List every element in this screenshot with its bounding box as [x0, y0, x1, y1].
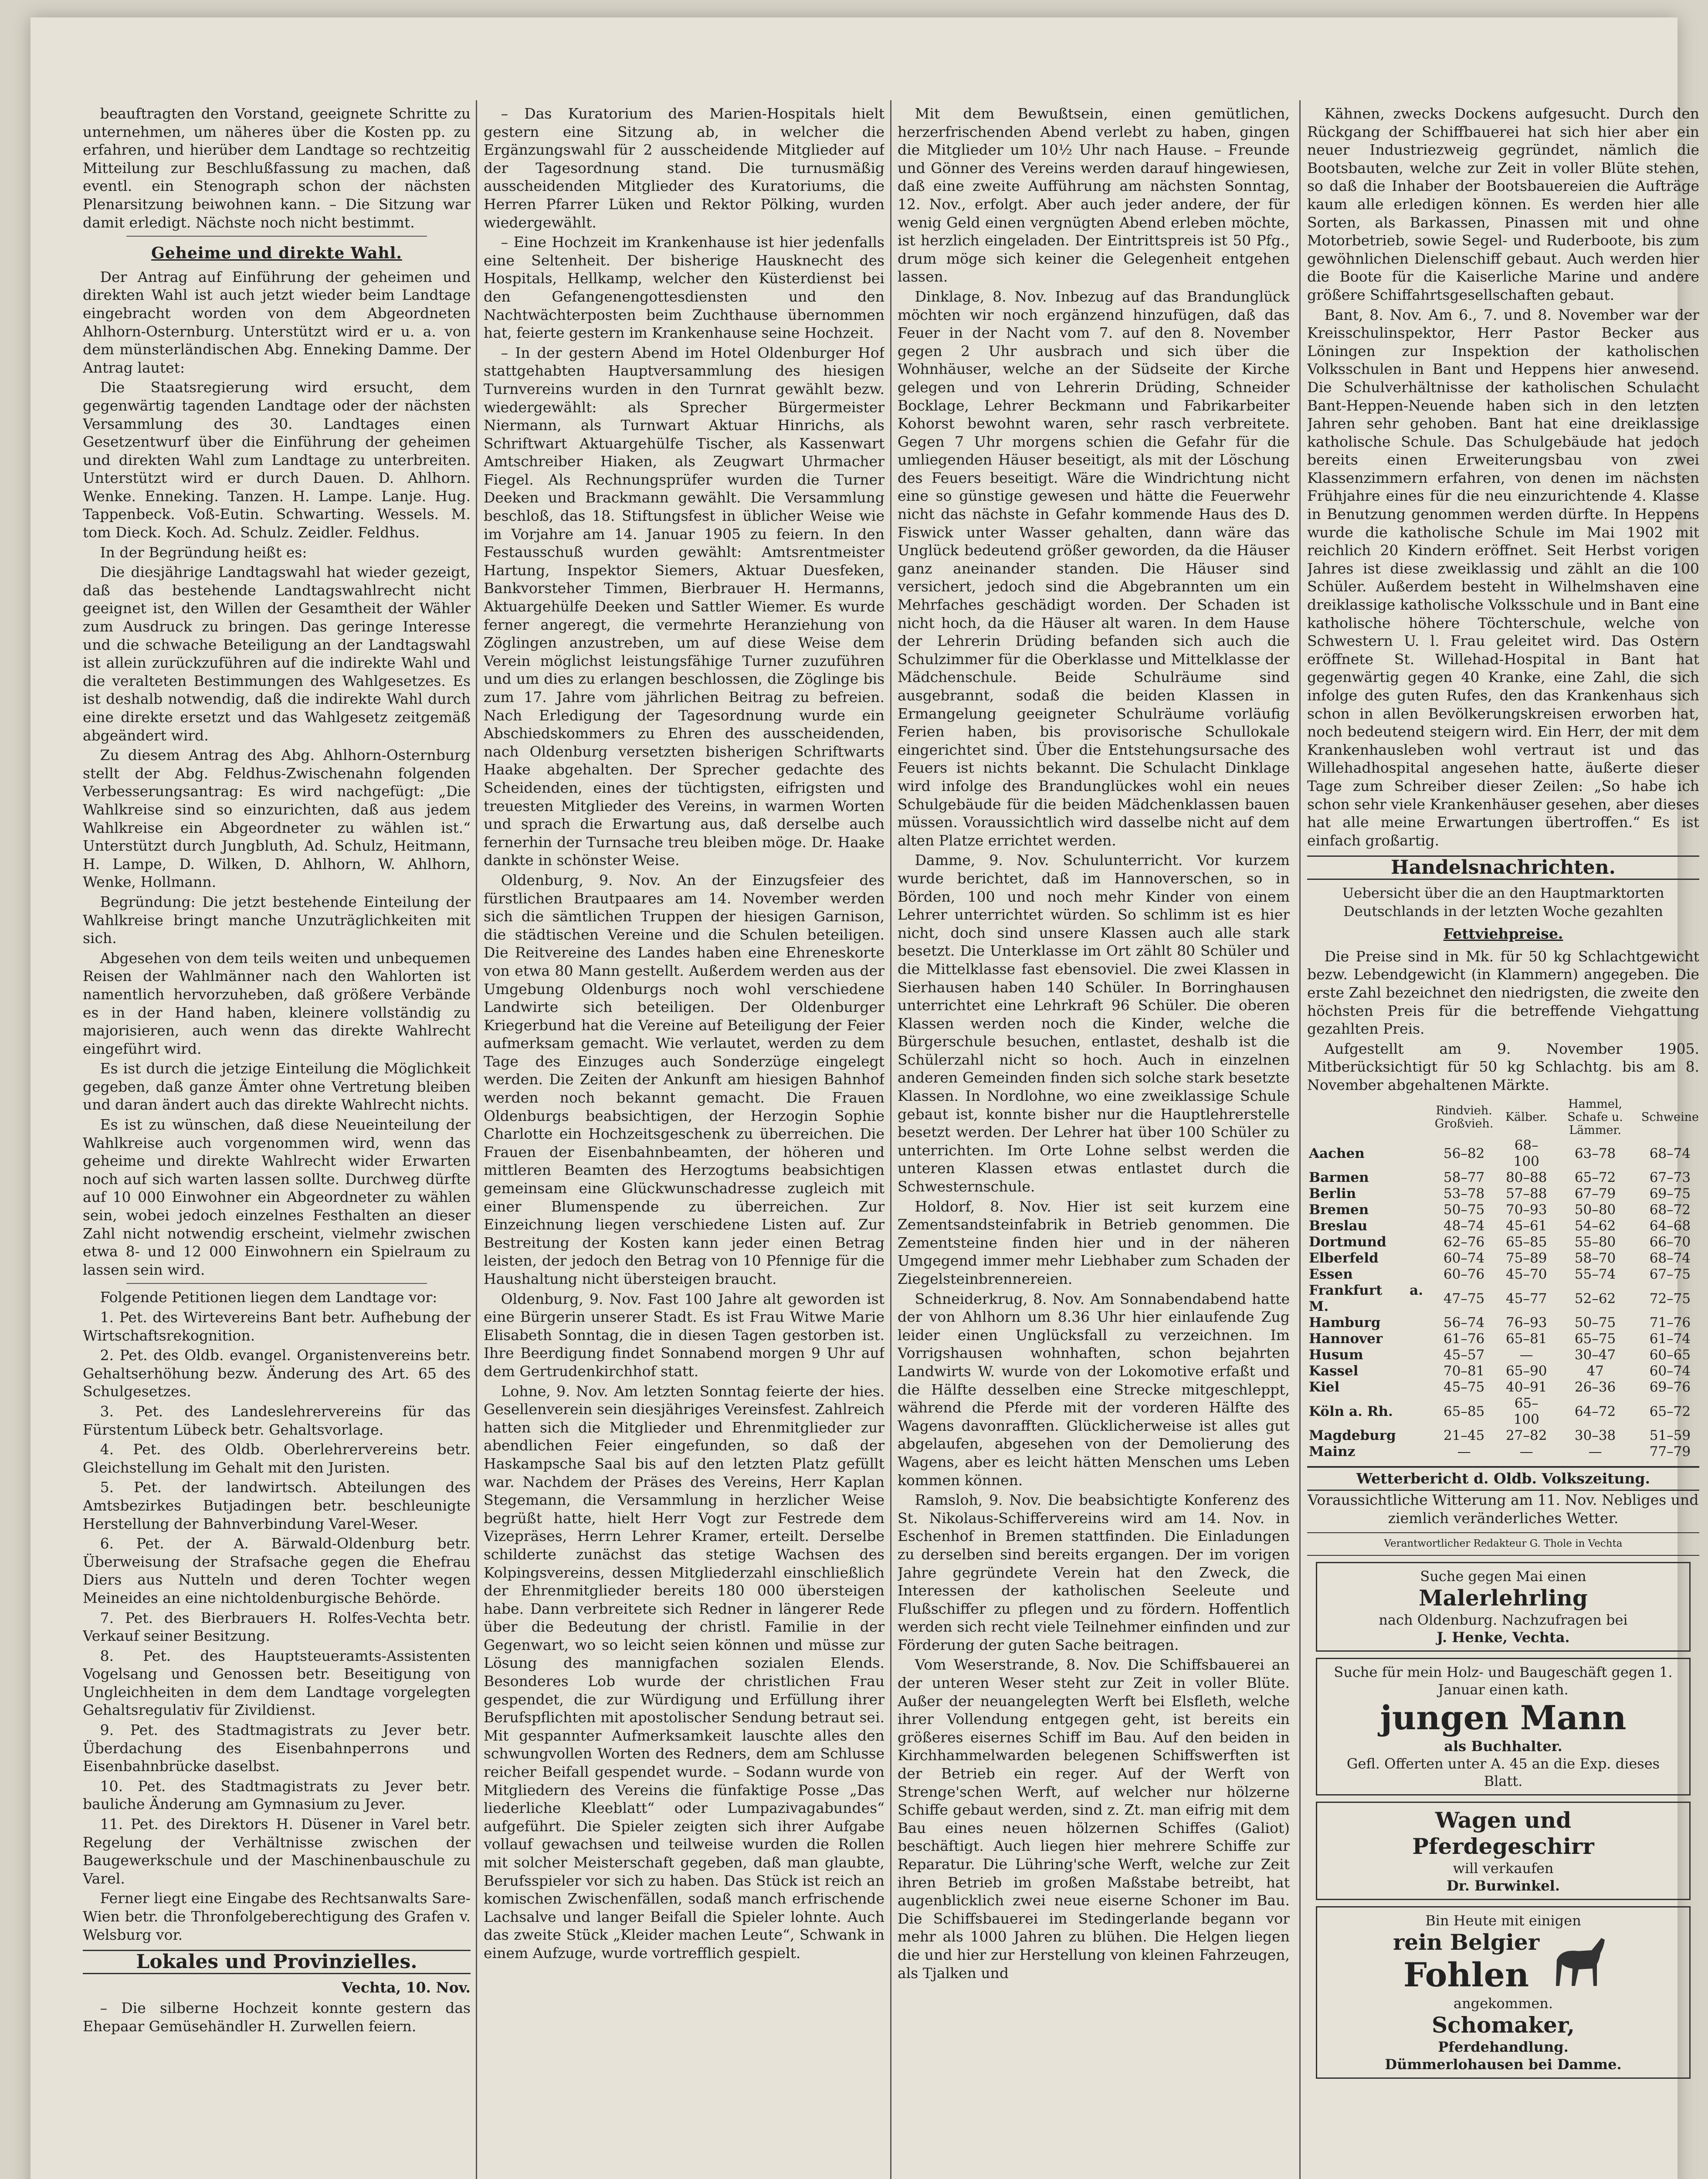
- price-cell: 60–74: [1443, 1250, 1485, 1266]
- price-cell: 45–77: [1506, 1290, 1547, 1307]
- table-row: [1307, 1395, 1699, 1428]
- price-cell: 50–75: [1443, 1202, 1485, 1218]
- ad-text: nach Oldenburg. Nachzufragen bei: [1379, 1611, 1628, 1628]
- ad-subtitle: als Buchhalter.: [1444, 1738, 1562, 1755]
- price-cell: 50–75: [1574, 1315, 1616, 1331]
- ad-text: Dümmerlohausen bei Damme.: [1385, 2056, 1622, 2073]
- table-row: [1307, 1315, 1699, 1331]
- table-body: [1307, 1137, 1699, 1460]
- column-2: [484, 105, 884, 2179]
- ad-text: Suche gegen Mai einen: [1420, 1568, 1586, 1585]
- paragraph: 8. Pet. des Hauptsteueramts-Assistenten Vogelsang und Genossen betr. Beseitigung von Ungleichheiten in dem dem Landtage vorgelegten Gehaltsregulativ für Zivildienst.: [83, 1647, 471, 1719]
- paragraph: Begründung: Die jetzt bestehende Einteilung der Wahlkreise bringt manche Unzuträglichkeiten mit sich.: [83, 893, 471, 947]
- price-cell: 63–78: [1574, 1145, 1616, 1161]
- paragraph: Kähnen, zwecks Dockens aufgesucht. Durch den Rückgang der Schiffbauerei hat sich hier aber ein neuer Industriezweig gegründet, nämlich die Bootsbauten, welche zur Zeit in voller Blüte stehen, so daß die Inhaber der Bootsbauereien die Aufträge kaum alle erledigen können. Es werden hier alle Sorten, als Barkassen, Pinassen mit und ohne Motorbetrieb, sowie Segel- und Ruderboote, bis zum gewöhnlichen Dielenschiff gebaut. Auch werden hier die Boote für die Kaiserliche Marine und andere größere Schiffahrtsgesellschaften gebaut.: [1307, 105, 1699, 303]
- price-cell: 61–74: [1649, 1331, 1691, 1347]
- section-heading: Handelsnachrichten.: [1307, 855, 1699, 880]
- price-cell: 65–72: [1649, 1403, 1691, 1419]
- dateline: Vechta, 10. Nov.: [342, 1979, 471, 1996]
- paragraph: Dinklage, 8. Nov. Inbezug auf das Brandunglück möchten wir noch ergänzend hinzufügen, daß das Feuer in der Nacht vom 7. auf den 8. November gegen 2 Uhr ausbrach und sich über die Wohnhäuser, welche an der Südseite der Kirche gelegen und von Lehrerin Drüding, Schneider Bocklage, Lehrer Beckmann und Fabrikarbeiter Kohorst bewohnt waren, sehr rasch verbreitete. Gegen 7 Uhr morgens schien die Gefahr für die umliegenden Häuser beseitigt, als mit der Löschung des Feuers beseitigt. Wäre die Windrichtung nicht eine so günstige gewesen und hätte die Feuerwehr nicht das nächste in Gefahr kommende Haus des D. Fiswick unter Wasser gehalten, dann wäre das Unglück bedeutend größer geworden, da die Häuser ganz aneinander standen. Die Häuser sind versichert, jedoch sind die Abgebrannten um ein Mehrfaches geschädigt worden. Der Schaden ist nicht hoch, da die Häuser alt waren. In dem Hause der Lehrerin Drüding befanden sich auch die Schulzimmer für die Oberklasse und Mittelklasse der Mädchenschule. Beide Schulräume sind ausgebrannt, sodaß die beiden Klassen in Ermangelung geeigneter Schulräume vorläufig Ferien haben, bis provisorische Schullokale eingerichtet sind. Über die Entstehungsursache des Feuers ist nichts bekannt. Die Schulacht Dinklage wird infolge des Brandunglückes wohl ein neues Schulgebäude für die beiden Mädchenklassen bauen müssen. Voraussichtlich wird dasselbe nicht auf dem alten Platze errichtet werden.: [898, 288, 1290, 849]
- ad-wagen: [1316, 1802, 1691, 1900]
- table-row: [1307, 1283, 1699, 1315]
- paragraph: 2. Pet. des Oldb. evangel. Organistenvereins betr. Gehaltserhöhung bezw. Änderung des Art. 65 des Schulgesetzes.: [83, 1347, 471, 1400]
- price-cell: 65–90: [1506, 1363, 1547, 1379]
- table-row: [1307, 1347, 1699, 1363]
- price-cell: 45–75: [1443, 1379, 1485, 1395]
- paragraph: 10. Pet. des Stadtmagistrats zu Jever betr. bauliche Änderung am Gymnasium zu Jever.: [83, 1777, 471, 1813]
- weather-heading: Wetterbericht d. Oldb. Volkszeitung.: [1307, 1466, 1699, 1491]
- price-cell: 21–45: [1443, 1428, 1485, 1444]
- ad-title: Fohlen: [1403, 1955, 1529, 1994]
- paragraph: Die diesjährige Landtagswahl hat wieder gezeigt, daß das bestehende Landtagswahlrecht nicht geeignet ist, den Willen der Gesamtheit der Wähler zum Ausdruck zu bringen. Das geringe Interesse und die schwache Beteiligung an der Landtagswahl ist allein zurückzuführen auf die indirekte Wahl und die veralteten Bestimmungen des Wahlgesetzes. Es ist deshalb notwendig, daß die indirekte Wahl durch eine direkte ersetzt und das Wahlgesetz zeitgemäß abgeändert wird.: [83, 563, 471, 744]
- price-cell: 69–76: [1649, 1379, 1691, 1395]
- ad-text: will verkaufen: [1453, 1860, 1554, 1877]
- ad-signature: Dr. Burwinkel.: [1447, 1877, 1560, 1894]
- headline: Geheime und direkte Wahl.: [151, 244, 402, 263]
- paragraph: Zu diesem Antrag des Abg. Ahlhorn-Osternburg stellt der Abg. Feldhus-Zwischenahn folgenden Verbesserungsantrag: Es wird nachgefügt: „Die Wahlkreise sind so einzurichten, daß aus jedem Wahlkreise ein Abgeordneter zu wählen ist.“ Unterstützt durch Jungbluth, Ad. Schulz, Heitmann, H. Lampe, D. Wilken, D. Ahlhorn, W. Ahlhorn, Wenke, Hollmann.: [83, 747, 471, 891]
- ad-title: rein Belgier: [1393, 1929, 1540, 1955]
- price-cell: 76–93: [1506, 1315, 1547, 1331]
- table-row: [1307, 1234, 1699, 1250]
- price-cell: 67–75: [1649, 1266, 1691, 1283]
- table-row: [1307, 1266, 1699, 1283]
- market-city: Essen: [1309, 1266, 1353, 1283]
- paragraph: In der Begründung heißt es:: [100, 543, 307, 561]
- price-cell: 55–74: [1574, 1266, 1616, 1283]
- price-cell: —: [1519, 1347, 1533, 1363]
- market-city: Kassel: [1309, 1363, 1359, 1379]
- subtitle: Uebersicht über die an den Hauptmarktorten Deutschlands in der letzten Woche gezahlten: [1342, 884, 1664, 920]
- market-city: Hannover: [1309, 1331, 1383, 1347]
- column-rule: [476, 100, 477, 2179]
- price-cell: 67–79: [1574, 1186, 1616, 1202]
- price-cell: 40–91: [1506, 1379, 1547, 1395]
- paragraph: Damme, 9. Nov. Schulunterricht. Vor kurzem wurde berichtet, daß im Hannoverschen, so in Börden, 100 und noch mehr Kinder von einem Lehrer unterrichtet würden. So schlimm ist es hier nicht, doch sind unsere Klassen auch alle stark besetzt. Die Unterklasse im Ort zählt 80 Schüler und die Mittelklasse fast ebensoviel. Die zwei Klassen in Sierhausen haben 140 Schüler. In Borringhausen unterrichtet eine Lehrkraft 96 Schüler. Die oberen Klassen werden noch die Kinder, welche die Bürgerschule besuchen, entlastet, deshalb ist die Schülerzahl nicht so hoch. Auch in einzelnen anderen Gemeinden finden sich solche stark besetzte Klassen. In Nordlohne, wo eine zweiklassige Schule gebaut ist, konnte bisher nur die Hauptlehrerstelle besetzt werden. Der Lehrer hat über 100 Schüler zu unterrichten. Im Orte Lohne selbst werden die unteren Klassen etwas entlastet durch die Schwesternschule.: [898, 852, 1290, 1195]
- ad-text: Bin Heute mit einigen: [1425, 1912, 1581, 1929]
- paragraph: Holdorf, 8. Nov. Hier ist seit kurzem eine Zementsandsteinfabrik in Betrieb genommen. Die Zementsteine finden hier und in der näheren Umgegend immer mehr Liebhaber zum Schaden der Ziegelsteinbrennereien.: [898, 1198, 1290, 1287]
- paragraph: Abgesehen von dem teils weiten und unbequemen Reisen der Wahlmänner nach den Wahlorten ist namentlich hervorzuheben, daß größere Verbände es in der Hand haben, kleinere vollständig zu majorisieren, auch wenn das direkte Wahlrecht eingeführt wird.: [83, 949, 471, 1057]
- price-cell: 56–82: [1443, 1145, 1485, 1161]
- paragraph: beauftragten den Vorstand, geeignete Schritte zu unternehmen, um näheres über die Kosten pp. zu erfahren, und hierüber dem Landtage so rechtzeitig Mitteilung zur Beschlußfassung zu machen, daß eventl. ein Stenograph schon der nächsten Plenarsitzung beiwohnen kann. – Die Sitzung war damit erledigt. Nächste noch nicht bestimmt.: [83, 105, 471, 231]
- paragraph: 1. Pet. des Wirtevereins Bant betr. Aufhebung der Wirtschaftsrekognition.: [83, 1309, 471, 1344]
- market-city: Mainz: [1309, 1444, 1356, 1460]
- market-city: Aachen: [1309, 1145, 1365, 1161]
- table-row: [1307, 1170, 1699, 1186]
- price-cell: 65–72: [1574, 1170, 1616, 1186]
- paragraph: Aufgestellt am 9. November 1905. Mitberücksichtigt für 50 kg Schlachtg. bis am 8. November abgehaltenen Märkte.: [1307, 1040, 1699, 1093]
- price-cell: 60–65: [1649, 1347, 1691, 1363]
- price-cell: 53–78: [1443, 1186, 1485, 1202]
- market-city: Berlin: [1309, 1186, 1356, 1202]
- table-row: [1307, 1137, 1699, 1170]
- header-cell: Schweine: [1641, 1110, 1699, 1124]
- paragraph: Oldenburg, 9. Nov. An der Einzugsfeier des fürstlichen Brautpaares am 14. November werden sich die sämtlichen Truppen der hiesigen Garnison, die städtischen Vereine und die Schulen beteiligen. Die Reitvereine des Landes haben eine Ehreneskorte von etwa 80 Mann gestellt. Außerdem werden aus der Umgebung Oldenburgs noch wohl verschiedene Landwirte sich beteiligen. Der Oldenburger Kriegerbund hat die Vereine auf Beteiligung der Feier aufmerksam gemacht. Wie verlautet, werden zu dem Tage des Einzuges auch Sonderzüge eingelegt werden. Die Zeiten der Ankunft am hiesigen Bahnhof werden noch bekannt gemacht. Die Frauen Oldenburgs beabsichtigen, der Herzogin Sophie Charlotte ein Hochzeitsgeschenk zu überreichen. Die Frauen der Eisenbahnbeamten, der höheren und mittleren Beamten des Herzogtums beabsichtigen gemeinsam eine Glückwunschadresse zugleich mit einer Blumenspende zu überreichen. Zur Einzeichnung liegen verschiedene Listen auf. Zur Bestreitung der Kosten kann jeder einen Betrag leisten, der jedoch den Betrag von 10 Pfennige für die Haushaltung nicht übersteigen braucht.: [484, 871, 884, 1287]
- paragraph: Bant, 8. Nov. Am 6., 7. und 8. November war der Kreisschulinspektor, Herr Pastor Becker aus Löningen zur Inspektion der katholischen Volksschulen in Bant und Heppens hier anwesend. Die Schulverhältnisse der katholischen Schulacht Bant-Heppen-Neuende haben sich in den letzten Jahren sehr gehoben. Bant hat eine dreiklassige katholische Schule. Das Schulgebäude hat jedoch bereits einen Erweiterungsbau von zwei Klassenzimmern erfahren, von denen im nächsten Frühjahre eines für die neu einzurichtende 4. Klasse in Benutzung genommen werden dürfte. In Heppens wurde die katholische Schule im Mai 1902 mit reichlich 20 Kindern eröffnet. Seit Herbst vorigen Jahres ist diese zweiklassig und zählt an die 100 Schüler. Außerdem besteht in Wilhelmshaven eine dreiklassige katholische Volksschule und in Bant eine katholische höhere Töchterschule, welche von Schwestern U. l. Frau geleitet wird. Das Ostern eröffnete St. Willehad-Hospital in Bant hat gegenwärtig gegen 40 Kranke, eine Zahl, die sich infolge des guten Rufes, den das Krankenhaus sich schon in allen Bevölkerungskreisen erworben hat, noch bedeutend steigern wird. Ein Herr, der mit dem Krankenhausleben wohl vertraut ist und das Willehadhospital angesehen hatte, äußerte dieser Tage zum Schreiber dieser Zeilen: „So habe ich schon sehr viele Krankenhäuser gesehen, aber dieses hat alle meine Erwartungen übertroffen.“ Es ist einfach großartig.: [1307, 306, 1699, 849]
- header-cell: Hammel, Schafe u. Lämmer.: [1567, 1097, 1623, 1137]
- market-city: Bremen: [1309, 1202, 1369, 1218]
- paragraph: – Eine Hochzeit im Krankenhause ist hier jedenfalls eine Seltenheit. Der bisherige Hausknecht des Hospitals, Hellkamp, welcher den Küsterdienst bei den Gefangenengottesdiensten und den Nachtwächterposten beim Zuchthause übernommen hat, feierte gestern im Krankenhause seine Hochzeit.: [484, 234, 884, 342]
- market-city: Magdeburg: [1309, 1428, 1396, 1444]
- paragraph: Vom Weserstrande, 8. Nov. Die Schiffsbauerei an der unteren Weser steht zur Zeit in voller Blüte. Außer der neuangelegten Werft bei Elsfleth, welche ihrer Vollendung entgegen geht, ist bereits ein größeres eisernes Schiff im Bau. Auf den beiden in Kirchhammelwarden belegenen Schiffswerften ist der Betrieb ein reger. Auf der Werft von Strenge'schen Werft, auf welcher nur hölzerne Schiffe gebaut werden, sind z. Zt. man eifrig mit dem Bau eines neuen hölzernen Schiffes (Galiot) beschäftigt. Auch liegen hier mehrere Schiffe zur Reparatur. Die Lühring'sche Werft, welche zur Zeit ihren Betrieb im großen Maßstabe betreibt, hat augenblicklich zwei neue eiserne Schoner im Bau. Die Schiffsbauerei im Stedingerlande begann vor mehr als 1000 Jahren zu blühen. Die Helgen liegen die und hier zur Herstellung von kleinen Fahrzeugen, als Tjalken und: [898, 1656, 1290, 1982]
- paragraph: Die Preise sind in Mk. für 50 kg Schlachtgewicht bezw. Lebendgewicht (in Klammern) angegeben. Die erste Zahl bezeichnet den niedrigsten, die zweite den höchsten Preis für die betreffende Viehgattung gezahlten Preis.: [1307, 947, 1699, 1038]
- price-cell: 30–38: [1574, 1428, 1616, 1444]
- ad-text: Suche für mein Holz- und Baugeschäft gegen 1. Januar einen kath.: [1334, 1663, 1673, 1698]
- price-cell: 58–77: [1443, 1170, 1485, 1186]
- market-price-table: [1307, 1097, 1699, 1460]
- price-cell: 58–70: [1574, 1250, 1616, 1266]
- price-cell: 47: [1586, 1363, 1604, 1379]
- ad-malerlehrling: [1316, 1562, 1691, 1652]
- price-cell: 54–62: [1574, 1218, 1616, 1234]
- price-cell: 72–75: [1649, 1290, 1691, 1307]
- table-row: [1307, 1428, 1699, 1444]
- ad-text: angekommen.: [1453, 1995, 1553, 2012]
- paragraph: Es ist durch die jetzige Einteilung die Möglichkeit gegeben, daß ganze Ämter ohne Vertretung bleiben und daran ändert auch das direkte Wahlrecht nichts.: [83, 1060, 471, 1113]
- paragraph: Schneiderkrug, 8. Nov. Am Sonnabendabend hatte der von Ahlhorn um 8.36 Uhr hier einlaufende Zug leider einen Unglücksfall zu verzeichnen. Im Vorrigshausen wohnhaften, schon bejahrten Landwirts W. wurde von der Lokomotive erfaßt und die Hälfte desselben eine Strecke mitgeschleppt, während die Pferde mit der vorderen Hälfte des Wagens davonrafften. Glücklicherweise ist alles gut abgelaufen, abgesehen von der Demolierung des Wagens, aber es leicht hätten Menschen ums Leben kommen können.: [898, 1290, 1290, 1489]
- ad-title: jungen Mann: [1380, 1698, 1627, 1737]
- price-cell: 77–79: [1649, 1444, 1691, 1460]
- ad-signature: J. Henke, Vechta.: [1437, 1629, 1570, 1646]
- price-cell: 68–72: [1649, 1202, 1691, 1218]
- paragraph: 7. Pet. des Bierbrauers H. Rolfes-Vechta betr. Verkauf seiner Besitzung.: [83, 1609, 471, 1645]
- table-row: [1307, 1444, 1699, 1460]
- price-cell: 67–73: [1649, 1170, 1691, 1186]
- paragraph: 11. Pet. des Direktors H. Düsener in Varel betr. Regelung der Verhältnisse zwischen der Baugewerkschule und der Maschinenbauschule zu Varel.: [83, 1816, 471, 1887]
- header-cell: Rindvieh. Großvieh.: [1434, 1104, 1494, 1131]
- table-row: [1307, 1331, 1699, 1347]
- price-cell: 50–80: [1574, 1202, 1616, 1218]
- price-cell: —: [1457, 1444, 1471, 1460]
- price-cell: 68–74: [1649, 1145, 1691, 1161]
- paragraph: Oldenburg, 9. Nov. Fast 100 Jahre alt geworden ist eine Bürgerin unserer Stadt. Es ist Frau Witwe Marie Elisabeth Sonntag, die in diesen Tagen gestorben ist. Ihre Beerdigung findet Sonnabend morgen 9 Uhr auf dem Gertrudenkirchhof statt.: [484, 1290, 884, 1380]
- table-row: [1307, 1379, 1699, 1395]
- market-city: Frankfurt a. M.: [1309, 1283, 1423, 1315]
- market-city: Elberfeld: [1309, 1250, 1379, 1266]
- column-rule: [890, 100, 891, 2179]
- price-cell: —: [1519, 1444, 1533, 1460]
- price-cell: 80–88: [1506, 1170, 1547, 1186]
- price-cell: 61–76: [1443, 1331, 1485, 1347]
- price-cell: 68–100: [1513, 1137, 1539, 1170]
- paragraph: Es ist zu wünschen, daß diese Neueinteilung der Wahlkreise auch vorgenommen wird, wenn das geheime und direkte Wahlrecht wider Erwarten noch auf sich warten lassen sollte. Durchweg dürfte auf 10 000 Einwohner ein Abgeordneter zu wählen sein, wobei jedoch einzelnes Festhalten an dieser Zahl nicht notwendig erscheint, vielmehr zwischen etwa 8- und 12 000 Einwohnern ein Spielraum zu lassen sein wird.: [83, 1116, 471, 1278]
- section-heading: Lokales und Provinzielles.: [83, 1950, 471, 1974]
- header-cell: [1307, 1097, 1425, 1137]
- paragraph: 5. Pet. der landwirtsch. Abteilungen des Amtsbezirkes Butjadingen betr. beschleunigte Herstellung der Bahnverbindung Varel-Weser.: [83, 1479, 471, 1532]
- price-cell: 65–75: [1574, 1331, 1616, 1347]
- price-cell: 51–59: [1649, 1428, 1691, 1444]
- ad-buchhalter: [1316, 1658, 1691, 1795]
- table-header-row: [1307, 1097, 1699, 1137]
- price-cell: 57–88: [1506, 1186, 1547, 1202]
- ad-title: Pferdegeschirr: [1412, 1833, 1594, 1859]
- price-cell: 52–62: [1574, 1290, 1616, 1307]
- paragraph: Die Staatsregierung wird ersucht, dem gegenwärtig tagenden Landtage oder der nächsten Versammlung des 30. Landtages einen Gesetzentwurf über die Einführung der geheimen und direkten Wahl zum Landtage zu unterbreiten. Unterstützt wird er durch Dauen. D. Ahlhorn. Wenke. Enneking. Tanzen. H. Lampe. Lanje. Hug. Tappenbeck. Voß-Eutin. Schwarting. Wessels. M. tom Dieck. Koch. Ad. Schulz. Zeidler. Feldhus.: [83, 379, 471, 541]
- price-cell: 30–47: [1574, 1347, 1616, 1363]
- ad-fohlen: [1316, 1906, 1691, 2079]
- price-cell: 26–36: [1574, 1379, 1616, 1395]
- table-row: [1307, 1186, 1699, 1202]
- market-city: Kiel: [1309, 1379, 1340, 1395]
- paragraph: Mit dem Bewußtsein, einen gemütlichen, herzerfrischenden Abend verlebt zu haben, gingen die Mitglieder um 10½ Uhr nach Hause. – Freunde und Gönner des Vereins werden darauf hingewiesen, daß eine zweite Aufführung am nächsten Sonntag, 12. Nov., erfolgt. Aber auch jeder andere, der für wenig Geld einen vergnügten Abend erleben möchte, ist herzlich eingeladen. Der Eintrittspreis ist 50 Pfg., drum möge sich keiner die Gelegenheit entgehen lassen.: [898, 105, 1290, 285]
- price-cell: 47–75: [1443, 1290, 1485, 1307]
- price-cell: 45–57: [1443, 1347, 1485, 1363]
- price-cell: 45–70: [1506, 1266, 1547, 1283]
- market-city: Dortmund: [1309, 1234, 1386, 1250]
- price-cell: —: [1588, 1444, 1602, 1460]
- price-cell: 64–68: [1649, 1218, 1691, 1234]
- divider: [126, 1283, 427, 1284]
- market-city: Köln a. Rh.: [1309, 1403, 1393, 1419]
- paragraph: – In der gestern Abend im Hotel Oldenburger Hof stattgehabten Hauptversammlung des hiesigen Turnvereins wurden in den Turnrat gewählt bezw. wiedergewählt: als Sprecher Bürgermeister Niermann, als Turnwart Aktuar Hinrichs, als Schriftwart Aktuargehülfe Tischer, als Kassenwart Amtschreiber Hiaken, als Zeugwart Uhrmacher Fiegel. Als Rechnungsprüfer wurden die Turner Deeken und Brackmann gewählt. Die Versammlung beschloß, das 18. Stiftungsfest in üblicher Weise wie im Vorjahre am 14. Januar 1905 zu feiern. In den Festausschuß wurden gewählt: Amtsrentmeister Hartung, Inspektor Siemers, Aktuar Duesfeken, Bankvorsteher Timmen, Bierbrauer H. Hermanns, Aktuargehülfe Deeken und Sattler Wiemer. Es wurde ferner angeregt, die vermehrte Heranziehung von Zöglingen anzustreben, um auf diese Weise dem Verein möglichst leistungsfähige Turner zuzuführen und um dies zu erlangen beschlossen, die Zöglinge bis zum 17. Jahre vom jährlichen Beitrag zu befreien. Nach Erledigung der Tagesordnung wurde ein Abschiedskommers zu Ehren des ausscheidenden, nach Oldenburg versetzten bisherigen Schriftwarts Haake abgehalten. Der Sprecher gedachte des Scheidenden, eines der tüchtigsten, eifrigsten und treuesten Mitglieder des Vereins, in warmen Worten und sprach die Erwartung aus, daß derselbe auch fernerhin der Turnsache treu bleiben möge. Dr. Haake dankte in schönster Weise.: [484, 344, 884, 869]
- price-cell: 45–61: [1506, 1218, 1547, 1234]
- paragraph: 3. Pet. des Landeslehrervereins für das Fürstentum Lübeck betr. Gehaltsvorlage.: [83, 1402, 471, 1438]
- table-row: [1307, 1218, 1699, 1234]
- paragraph: 4. Pet. des Oldb. Oberlehrervereins betr. Gleichstellung im Gehalt mit den Juristen.: [83, 1441, 471, 1476]
- price-cell: 64–72: [1574, 1403, 1616, 1419]
- price-cell: 62–76: [1443, 1234, 1485, 1250]
- market-city: Breslau: [1309, 1218, 1368, 1234]
- paragraph: Der Antrag auf Einführung der geheimen und direkten Wahl ist auch jetzt wieder beim Landtage eingebracht worden von dem Abgeordneten Ahlhorn-Osternburg. Unterstützt wird er u. a. von dem münsterländischen Abg. Enneking Damme. Der Antrag lautet:: [83, 268, 471, 376]
- paragraph: Lohne, 9. Nov. Am letzten Sonntag feierte der hies. Gesellenverein sein diesjähriges Vereinsfest. Zahlreich hatten sich die Mitglieder und Ehrenmitglieder zur abendlichen Feier eingefunden, so daß der Haskampsche Saal bis auf den letzten Platz gefüllt war. Nachdem der Präses des Vereins, Herr Kaplan Stegemann, die Versammlung in herzlicher Weise begrüßt hatte, hielt Herr Vogt zur Festrede dem Vizepräses, Herrn Lehrer Kramer, erteilt. Derselbe schilderte zunächst das stetige Wachsen des Kolpingsvereins, dessen Mitgliederzahl einschließlich der Ehrenmitglieder bereits 180 000 übersteigen habe. Dann verbreitete sich Redner in längerer Rede über die Bedeutung der christl. Familie in der Gegenwart, wo so leicht seien können und müsse zur Lösung des mannigfachen sozialen Elends. Besonderes Lob wurde der christlichen Frau gespendet, die zur Würdigung und Erfüllung ihrer Berufspflichten mit apostolischer Sendung betraut sei. Mit gespannter Aufmerksamkeit lauschte alles den schwungvollen Worten des Redners, dem am Schlusse reicher Beifall gespendet wurde. – Sodann wurde von Mitgliedern des Vereins die fünfaktige Posse „Das liederliche Kleeblatt“ oder Lumpazivagabundes“ aufgeführt. Die Spieler zeigten sich ihrer Aufgabe vollauf gewachsen und teilweise wurden die Rollen mit solcher Meisterschaft gegeben, daß man glaubte, Berufsspieler vor sich zu haben. Das Stück ist reich an komischen Zwischenfällen, sodaß manch erfrischende Lachsalve und langer Beifall die Spieler lohnte. Auch das zweite Stück „Kleider machen Leute“, Schwank in einem Aufzuge, wurde vortrefflich gespielt.: [484, 1382, 884, 1962]
- paragraph: 9. Pet. des Stadtmagistrats zu Jever betr. Überdachung des Eisenbahnperrons und Eisenbahnbrücke daselbst.: [83, 1721, 471, 1775]
- column-4: [1307, 105, 1699, 2179]
- market-city: Barmen: [1309, 1170, 1369, 1186]
- header-cell: Kälber.: [1505, 1110, 1548, 1124]
- price-cell: 65–85: [1506, 1234, 1547, 1250]
- column-3: [898, 105, 1290, 2179]
- price-cell: 65–81: [1506, 1331, 1547, 1347]
- ad-title: Wagen und: [1435, 1807, 1572, 1833]
- price-cell: 65–85: [1443, 1403, 1485, 1419]
- horse-icon: [1548, 1934, 1613, 1990]
- price-cell: 71–76: [1649, 1315, 1691, 1331]
- ad-text: Pferdehandlung.: [1438, 2038, 1569, 2055]
- price-cell: 70–81: [1443, 1363, 1485, 1379]
- price-cell: 68–74: [1649, 1250, 1691, 1266]
- paragraph: Ramsloh, 9. Nov. Die beabsichtigte Konferenz des St. Nikolaus-Schiffervereins wird am 14. Nov. in Eschenhof in Bremen stattfinden. Die Einladungen zu derselben sind bereits ergangen. Der im vorigen Jahre gegründete Verein hat den Zweck, die Interessen der katholischen Seeleute und Flußschiffer zu pflegen und zu fördern. Hoffentlich werden sich recht viele Teilnehmer einfinden und zur Förderung der guten Sache beitragen.: [898, 1491, 1290, 1653]
- price-cell: 56–74: [1443, 1315, 1485, 1331]
- table-row: [1307, 1202, 1699, 1218]
- price-cell: 65–100: [1513, 1395, 1539, 1428]
- paragraph: 6. Pet. der A. Bärwald-Oldenburg betr. Überweisung der Strafsache gegen die Ehefrau Diers aus Nutteln und deren Tochter wegen Meineides an eine nichtoldenburgische Behörde.: [83, 1535, 471, 1606]
- paragraph: – Die silberne Hochzeit konnte gestern das Ehepaar Gemüsehändler H. Zurwellen feiern.: [83, 1999, 471, 2035]
- divider: [126, 236, 427, 237]
- paragraph: Folgende Petitionen liegen dem Landtage vor:: [100, 1289, 437, 1306]
- imprint: Verantwortlicher Redakteur G. Thole in Vechta: [1307, 1532, 1699, 1556]
- price-cell: 70–93: [1506, 1202, 1547, 1218]
- price-cell: 60–74: [1649, 1363, 1691, 1379]
- price-cell: 60–76: [1443, 1266, 1485, 1283]
- table-row: [1307, 1363, 1699, 1379]
- ad-title: Malerlehrling: [1419, 1585, 1588, 1611]
- paragraph: – Das Kuratorium des Marien-Hospitals hielt gestern eine Sitzung ab, in welcher die Ergänzungswahl für 2 ausscheidende Mitglieder auf der Tagesordnung stand. Die turnusmäßig ausscheidenden Mitglieder des Kuratoriums, die Herren Pfarrer Lüken und Rektor Pölking, wurden wiedergewählt.: [484, 105, 884, 231]
- table-row: [1307, 1250, 1699, 1266]
- paragraph: Ferner liegt eine Eingabe des Rechtsanwalts Sare-Wien betr. die Thronfolgeberechtigung des Grafen v. Welsburg vor.: [83, 1890, 471, 1943]
- price-cell: 48–74: [1443, 1218, 1485, 1234]
- price-cell: 55–80: [1574, 1234, 1616, 1250]
- headline: Fettviehpreise.: [1443, 925, 1563, 943]
- price-cell: 66–70: [1649, 1234, 1691, 1250]
- newspaper-page: [30, 17, 1699, 2179]
- market-city: Husum: [1309, 1347, 1363, 1363]
- price-cell: 27–82: [1506, 1428, 1547, 1444]
- price-cell: 69–75: [1649, 1186, 1691, 1202]
- column-1: [83, 105, 471, 2179]
- weather-text: Voraussichtliche Witterung am 11. Nov. Nebliges und ziemlich veränderliches Wetter.: [1308, 1491, 1699, 1527]
- price-cell: 75–89: [1506, 1250, 1547, 1266]
- market-city: Hamburg: [1309, 1315, 1381, 1331]
- ad-signature: Schomaker,: [1431, 2012, 1575, 2038]
- column-rule: [1299, 100, 1301, 2179]
- ad-text: Gefl. Offerten unter A. 45 an die Exp. dieses Blatt.: [1346, 1755, 1660, 1789]
